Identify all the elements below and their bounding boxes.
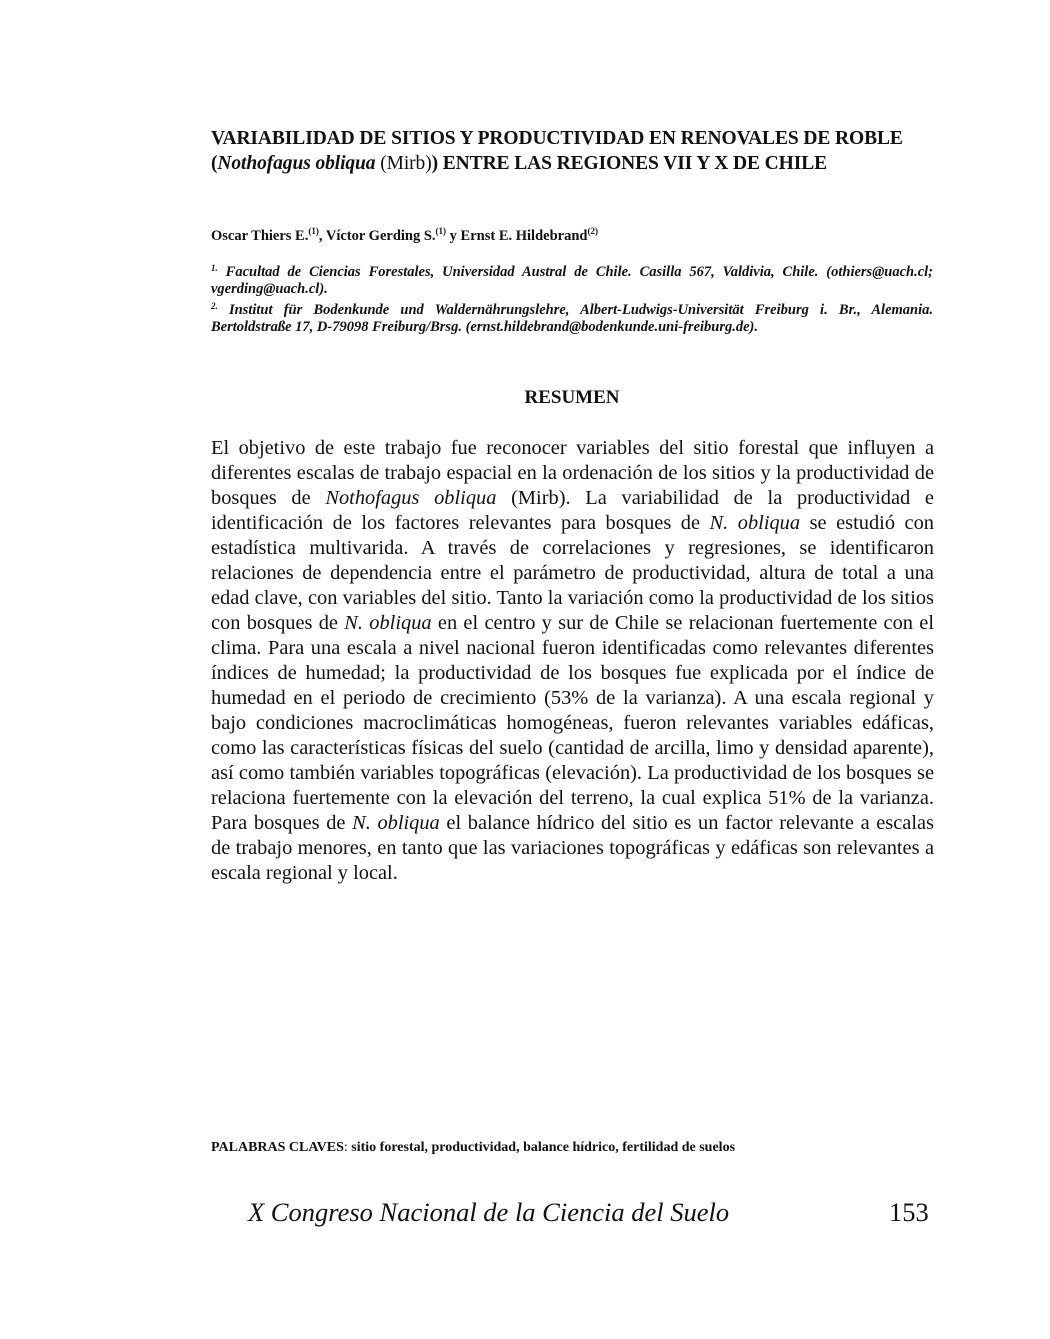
- abstract-text: en el centro y sur de Chile se relacionan fuertemente con el clima. Para una escala a nivel nacional fueron identificadas como relevantes diferentes índices de humedad; la productividad de los bosques fue explicada por el índice de humedad en el periodo de crecimiento (53% de la varianza). A una escala regional y bajo condiciones macroclimáticas homogéneas, fueron relevantes variables edáficas, como las características físicas del suelo (cantidad de arcilla, limo y densidad aparente), así como también variables topográficas (elevación). La productividad de los bosques se relaciona fuertemente con la elevación del terreno, la cual explica 51% de la varianza. Para bosques de: [211, 612, 935, 834]
- author-affiliation-mark: (1): [435, 226, 447, 236]
- keywords-value: sitio forestal, productividad, balance hídrico, fertilidad de suelos: [351, 1140, 736, 1155]
- footer-page-number: 153: [889, 1197, 929, 1227]
- author-separator: ,: [318, 228, 326, 244]
- footer-conference-title: X Congreso Nacional de la Ciencia del Suelo: [248, 1197, 730, 1227]
- keywords-label: PALABRAS CLAVES: [211, 1140, 344, 1155]
- affiliation-mark: 1.: [211, 263, 218, 273]
- affiliation-mark: 2.: [211, 301, 218, 311]
- author-name: Víctor Gerding S.: [325, 228, 436, 244]
- abstract-text: el balance hídrico del sitio es un factor relevante a escalas de trabajo menores, en tanto que las variaciones topográficas y edáficas son relevantes a escala regional y local.: [211, 812, 934, 884]
- author-affiliation-mark: (1): [308, 226, 319, 236]
- abstract-species-name: N. obliqua: [709, 512, 801, 534]
- title-part2: ) ENTRE LAS REGIONES VII Y X DE CHILE: [431, 153, 828, 174]
- affiliation-1: [211, 260, 933, 298]
- title-species: Nothofagus obliqua: [217, 153, 376, 174]
- abstract-body: [211, 436, 934, 886]
- affiliation-text: Facultad de Ciencias Forestales, Universidad Austral de Chile. Casilla 567, Valdivia, Chile. (othiers@uach.cl; vgerding@uach.cl).: [211, 264, 933, 297]
- author-separator: y: [446, 228, 461, 244]
- abstract-text: se estudió con estadística multivarida. A través de correlaciones y regresiones, se identificaron relaciones de dependencia entre el parámetro de productividad, altura de total a una edad clave, con variables del sitio. Tanto la variación como la productividad de los sitios con bosques de: [211, 512, 934, 634]
- author-name: Oscar Thiers E.: [211, 228, 309, 244]
- title-authority: (Mirb): [375, 153, 432, 174]
- abstract-species-name: N. obliqua: [352, 812, 440, 834]
- abstract-text: El objetivo de este trabajo fue reconocer variables del sitio forestal que influyen a diferentes escalas de trabajo espacial en la ordenación de los sitios y la productividad de bosques de: [211, 437, 934, 509]
- abstract-species-name: N. obliqua: [344, 612, 432, 634]
- abstract-species-name: Nothofagus obliqua: [325, 487, 497, 509]
- author-affiliation-mark: (2): [587, 226, 598, 236]
- paper-title: [211, 126, 933, 176]
- affiliations: [211, 260, 933, 336]
- affiliation-2: [211, 298, 933, 336]
- title-part1: VARIABILIDAD DE SITIOS Y PRODUCTIVIDAD EN RENOVALES DE ROBLE (: [211, 128, 903, 174]
- keywords-separator: :: [343, 1140, 352, 1155]
- author-name: Ernst E. Hildebrand: [460, 228, 588, 244]
- keywords-line: [211, 1139, 951, 1157]
- abstract-text: (Mirb). La variabilidad de la productividad e identificación de los factores relevantes para bosques de: [211, 487, 934, 534]
- author-list: [211, 222, 933, 245]
- affiliation-text: Institut für Bodenkunde und Waldernährungslehre, Albert-Ludwigs-Universität Freiburg i. Br., Alemania. Bertoldstraße 17, D-79098 Freiburg/Brsg. (ernst.hildebrand@bodenkunde.uni-freiburg.de).: [211, 302, 933, 335]
- section-heading-resumen: RESUMEN: [524, 387, 620, 408]
